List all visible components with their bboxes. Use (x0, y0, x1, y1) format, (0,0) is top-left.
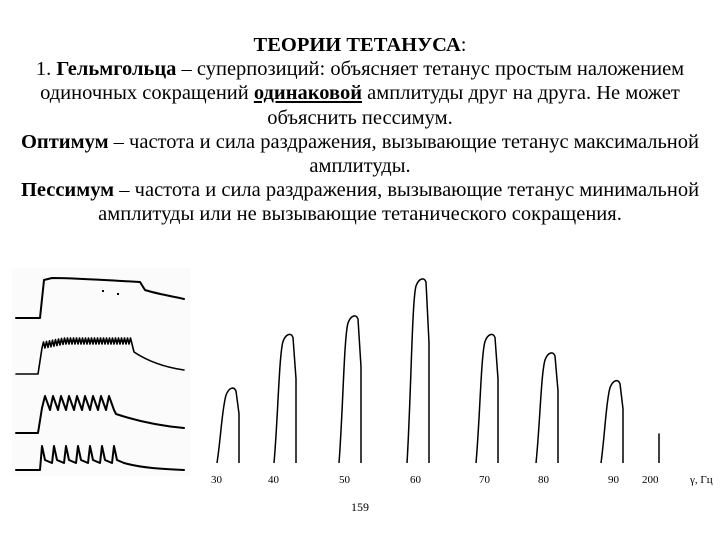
frequency-label-70: 70 (479, 474, 490, 486)
frequency-label-60: 60 (410, 474, 421, 486)
frequency-tetanus-chart (200, 265, 720, 495)
slide-heading (0, 33, 720, 57)
theory-1-term: Гельмгольца (56, 58, 177, 81)
frequency-label-90: 90 (608, 474, 619, 486)
tetanus-recordings-figure (12, 268, 190, 476)
heading-title: ТЕОРИИ ТЕТАНУСА (253, 34, 461, 56)
theory-1-underlined-word: одинаковой (253, 82, 363, 105)
trace-dot (102, 290, 104, 292)
theory-1-paragraph (0, 57, 720, 130)
frequency-label-200: 200 (642, 474, 659, 486)
heading-colon: : (460, 34, 467, 56)
tetanus-peak-60 (407, 279, 429, 463)
peaks-group (217, 279, 659, 463)
optimum-paragraph (0, 130, 720, 178)
theory-1-text: – суперпозиций: объясняет тетанус простым наложением одиночных сокращений (40, 58, 685, 105)
optimum-term: Оптимум (20, 130, 109, 153)
pessimum-definition: – частота и сила раздражения, вызывающие тетанус минимальной амплитуды или не вызывающие тетанического сокращения. (98, 179, 700, 226)
tetanus-peak-70 (476, 334, 498, 463)
frequency-labels (211, 474, 659, 486)
tetanus-peak-30 (217, 388, 239, 463)
optimum-definition: – частота и сила раздражения, вызывающие тетанус максимальной амплитуды. (113, 130, 699, 178)
tetanus-peak-90 (601, 381, 623, 463)
page-number: 159 (351, 500, 369, 514)
tetanus-peak-80 (536, 353, 558, 463)
tetanus-peak-50 (339, 316, 361, 463)
slide-text (0, 33, 720, 227)
frequency-label-40: 40 (268, 474, 279, 486)
tetanus-peak-40 (274, 334, 296, 463)
trace-dot (117, 293, 119, 295)
frequency-label-30: 30 (211, 474, 222, 486)
frequency-label-80: 80 (538, 474, 549, 486)
axis-unit-label: γ, Гц (690, 474, 713, 486)
theory-1-number: 1. (35, 58, 52, 81)
pessimum-paragraph (0, 178, 720, 226)
frequency-label-50: 50 (339, 474, 350, 486)
pessimum-term: Пессимум (20, 179, 115, 202)
theory-1-text-end: амплитуды друг на друга. Не может объяснить пессимум. (267, 82, 680, 129)
